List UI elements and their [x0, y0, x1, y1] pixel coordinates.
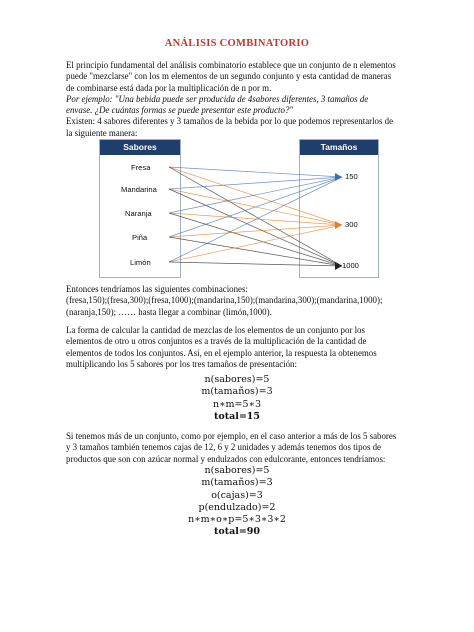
formula2-line-4: p(endulzado)=2: [198, 501, 276, 513]
formula1-total: total=15: [213, 410, 261, 422]
multi-line-2: y 3 tamaños también tenemos cajas de 12, 6 y 2 unidades y además tenemos dos tipos de: [66, 442, 381, 453]
intro-line-1: El principio fundamental del análisis combinatorio establece que un conjunto de n elementos: [66, 60, 396, 70]
formula-two-sets: [66, 374, 408, 423]
example-line-2: envase. ¿De cuántas formas se puede presentar este producto?": [66, 105, 294, 116]
formula2-line-2: m(tamaños)=3: [201, 477, 273, 489]
sizes-header: Tamaños: [300, 140, 378, 155]
arrow-head-icon-300: [335, 221, 342, 229]
combinations-line-1: Entonces tendríamos las siguientes combinaciones:: [66, 284, 248, 294]
connection-line-piña-300: [169, 225, 342, 237]
size-label-150: 150: [345, 172, 358, 181]
flavor-label-fresa: Fresa: [131, 163, 151, 172]
connection-line-piña-150: [169, 177, 342, 237]
arrow-head-icon-1000: [335, 262, 342, 270]
size-label-300: 300: [345, 220, 358, 229]
formula1-line-3: n∗m=5∗3: [212, 398, 262, 410]
connection-line-naranja-150: [169, 177, 342, 213]
formula1-line-2: m(tamaños)=3: [201, 386, 273, 398]
connection-line-mandarina-150: [169, 177, 342, 189]
flavor-label-mandarina: Mandarina: [121, 185, 157, 194]
flavors-header: Sabores: [100, 140, 180, 155]
connection-line-mandarina-1000: [169, 189, 342, 266]
example-line-4: la siguiente manera:: [66, 127, 138, 138]
method-line-1: La forma de calcular la cantidad de mezclas de los elementos de un conjunto por los: [66, 325, 365, 335]
formula2-line-5: n∗m∗o∗p=5∗3∗3∗2: [188, 514, 286, 526]
connection-lines: [99, 139, 379, 279]
multiple-sets-paragraph: [66, 431, 408, 465]
formula1-line-1: n(sabores)=5: [204, 374, 270, 385]
connection-line-limón-1000: [169, 262, 342, 266]
method-line-2: elementos de otro u otros conjuntos es a través de la multiplicación de la cantidad de: [66, 336, 367, 347]
formula-multiple-sets: [66, 465, 408, 539]
example-line-1: Por ejemplo: "Una bebida puede ser producida de 4sabores diferentes, 3 tamaños de: [66, 93, 369, 104]
intro-paragraph: [66, 60, 408, 139]
intro-line-2: puede "mezclarse" con los m elementos de un segundo conjunto y esta cantidad de maneras: [66, 71, 392, 82]
size-label-1000: 1000: [342, 261, 359, 270]
combinations-line-3: (naranja,150); …… hasta llegar a combinar (limón,1000).: [66, 306, 272, 317]
connection-line-naranja-300: [169, 213, 342, 225]
combinations-paragraph: [66, 284, 408, 318]
arrow-head-icon-150: [335, 173, 342, 181]
method-line-3: elementos de todos los conjuntos. Así, en el ejemplo anterior, la respuesta la obtenemos: [66, 347, 377, 358]
connection-line-limón-300: [169, 225, 342, 262]
flavor-label-limon: Limón: [130, 258, 151, 267]
page-title: ANÁLISIS COMBINATORIO: [164, 38, 310, 49]
example-line-3: Existen: 4 sabores diferentes y 3 tamaños de la bebida por lo que podemos representarlos de: [66, 116, 394, 127]
flavor-size-diagram: [99, 139, 379, 279]
intro-line-3: de combinarse está dada por la multiplicación de n por m.: [66, 82, 272, 93]
combinations-line-2: (fresa,150);(fresa,300);(fresa,1000);(mandarina,150);(mandarina,300);(mandarina,1000);: [66, 295, 383, 306]
flavor-label-naranja: Naranja: [125, 209, 152, 218]
method-paragraph: [66, 325, 408, 370]
formula2-line-1: n(sabores)=5: [204, 465, 270, 476]
flavor-label-pina: Piña: [132, 233, 148, 242]
multi-line-3: productos que son con azúcar normal y endulzados con edulcorante, entonces tendríamos:: [66, 453, 386, 464]
method-line-4: multiplicando los 5 sabores por los tres tamaños de presentación:: [66, 358, 297, 369]
multi-line-1: Si tenemos más de un conjunto, como por ejemplo, en el caso anterior a más de los 5 sabores: [66, 431, 397, 441]
connection-line-naranja-1000: [169, 213, 342, 266]
formula2-line-3: o(cajas)=3: [211, 489, 263, 501]
formula2-total: total=90: [213, 526, 261, 538]
